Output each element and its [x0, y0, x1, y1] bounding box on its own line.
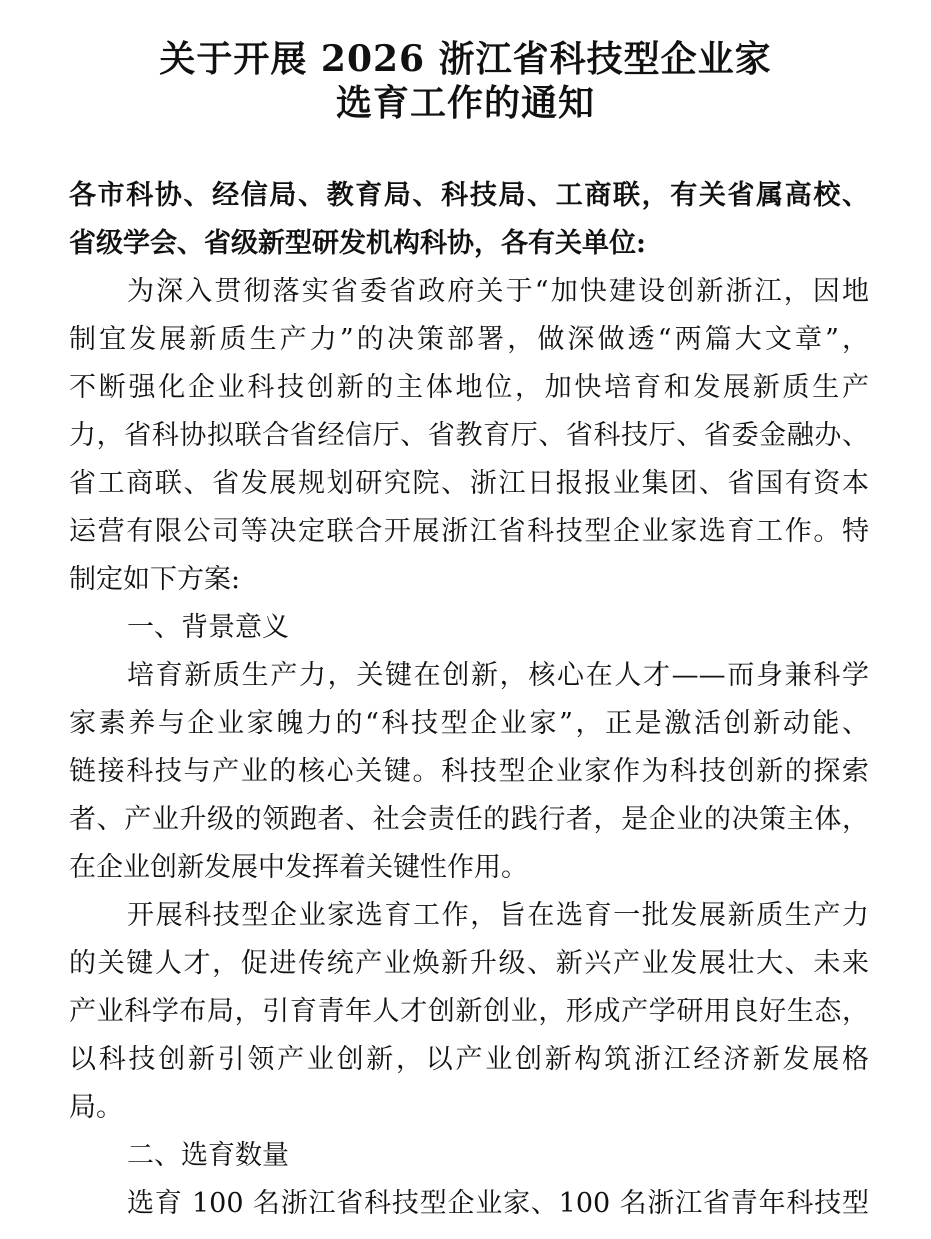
intro-line-4: 力，省科协拟联合省经信厅、省教育厅、省科技厅、省委金融办、 — [69, 420, 869, 451]
intro-line-7: 制定如下方案: — [69, 564, 241, 595]
section-1-heading: 一、背景意义 — [127, 612, 289, 643]
section-1-para-1-line-4: 者、产业升级的领跑者、社会责任的践行者，是企业的决策主体， — [69, 804, 869, 835]
section-1-para-1-line-1: 培育新质生产力，关键在创新，核心在人才——而身兼科学 — [127, 660, 869, 691]
addressee-line-2: 省级学会、省级新型研发机构科协，各有关单位: — [69, 228, 646, 259]
intro-line-2: 制宜发展新质生产力”的决策部署，做深做透“两篇大文章”， — [69, 324, 869, 355]
addressee-line-1: 各市科协、经信局、教育局、科技局、工商联，有关省属高校、 — [69, 180, 869, 211]
document-title-line-2: 选育工作的通知 — [335, 82, 595, 124]
section-1-para-2-line-2: 的关键人才，促进传统产业焕新升级、新兴产业发展壮大、未来 — [69, 948, 869, 979]
intro-line-1: 为深入贯彻落实省委省政府关于“加快建设创新浙江，因地 — [127, 276, 869, 307]
intro-line-3: 不断强化企业科技创新的主体地位，加快培育和发展新质生产 — [69, 372, 869, 403]
section-1-para-1-line-2: 家素养与企业家魄力的“科技型企业家”，正是激活创新动能、 — [69, 708, 869, 739]
intro-line-6: 运营有限公司等决定联合开展浙江省科技型企业家选育工作。特 — [69, 516, 869, 547]
section-1-para-2-line-3: 产业科学布局，引育青年人才创新创业，形成产学研用良好生态， — [69, 996, 869, 1027]
section-2-para-1-line-1: 选育 100 名浙江省科技型企业家、100 名浙江省青年科技型 — [127, 1188, 869, 1219]
section-1-para-1-line-3: 链接科技与产业的核心关键。科技型企业家作为科技创新的探索 — [69, 756, 869, 787]
section-1-para-2-line-1: 开展科技型企业家选育工作，旨在选育一批发展新质生产力 — [127, 900, 869, 931]
section-1-para-2-line-4: 以科技创新引领产业创新，以产业创新构筑浙江经济新发展格 — [69, 1044, 869, 1075]
intro-line-5: 省工商联、省发展规划研究院、浙江日报报业集团、省国有资本 — [69, 468, 869, 499]
document-title-line-1: 关于开展 2026 浙江省科技型企业家 — [159, 38, 772, 80]
section-1-para-1-line-5: 在企业创新发展中发挥着关键性作用。 — [69, 852, 528, 883]
section-1-para-2-line-5: 局。 — [69, 1092, 123, 1123]
section-2-heading: 二、选育数量 — [127, 1140, 289, 1171]
